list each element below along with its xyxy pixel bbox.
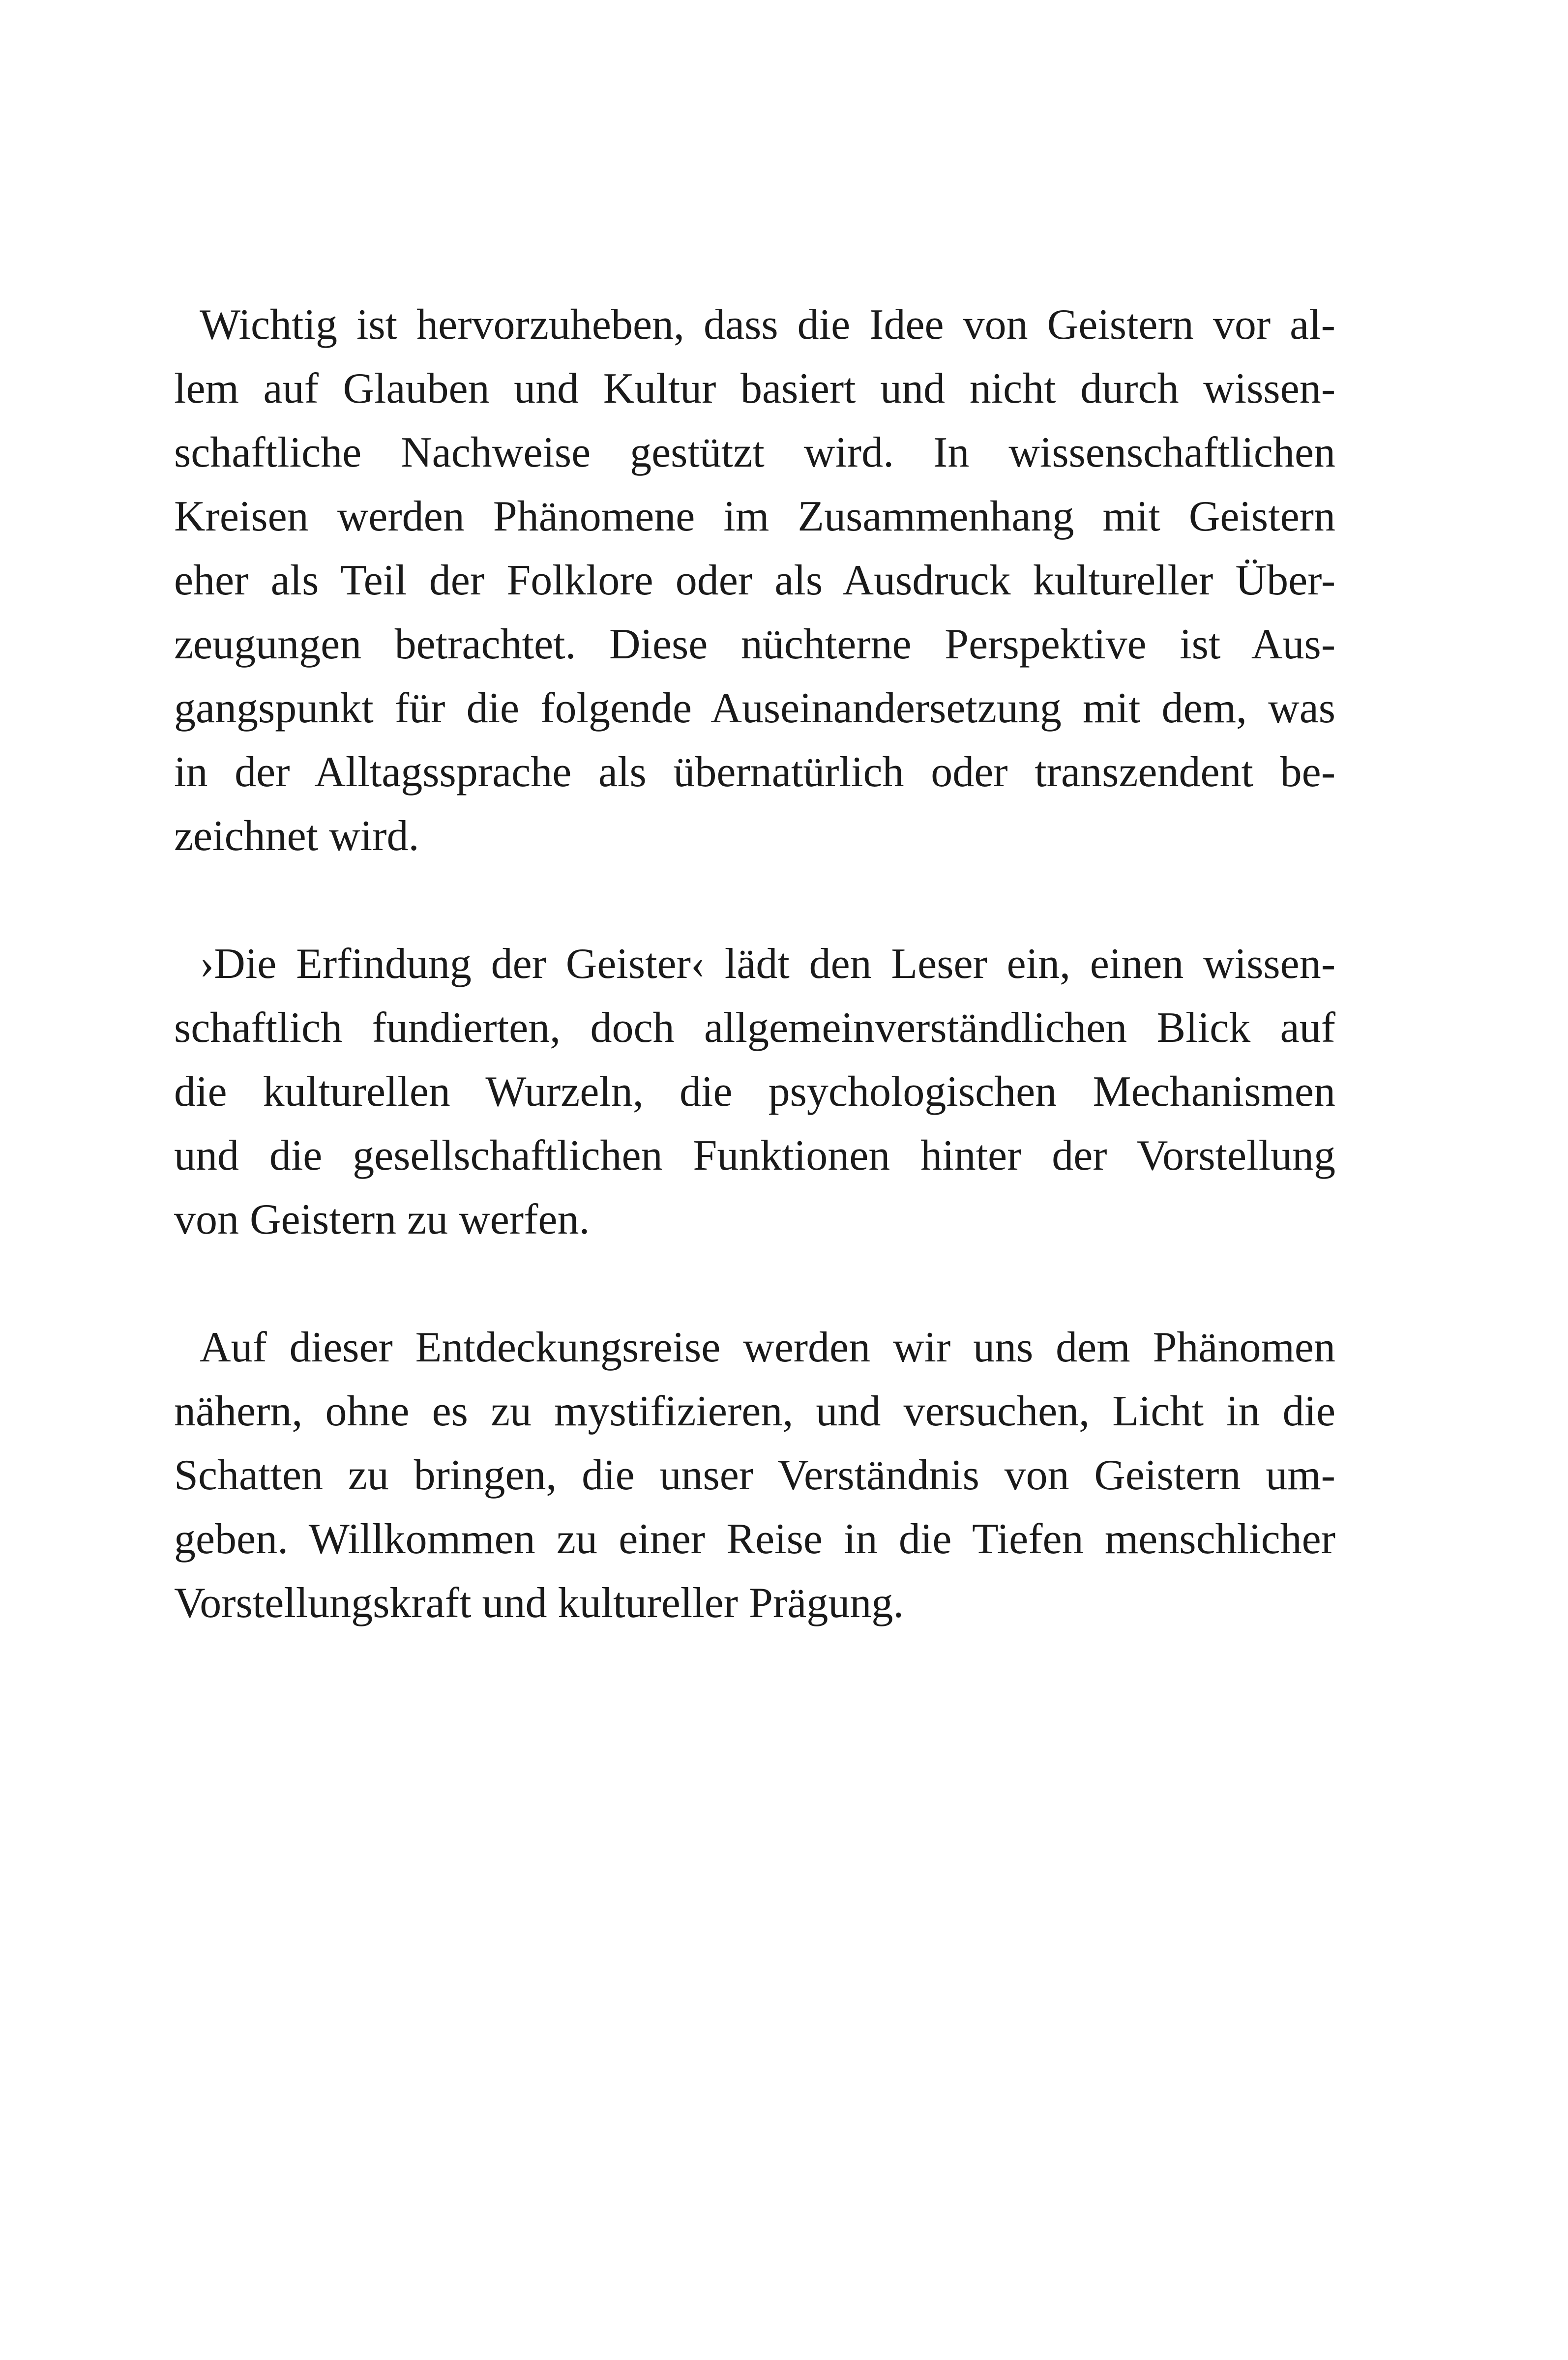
text-line: Vorstellungskraft und kultureller Prägung. — [174, 1579, 904, 1627]
paragraph-2 — [174, 932, 1335, 1252]
text-line: Schatten zu bringen, die unser Verständnis von Geistern um- — [174, 1451, 1335, 1499]
text-line: gangspunkt für die folgende Auseinandersetzung mit dem, was — [174, 684, 1335, 732]
text-line: eher als Teil der Folklore oder als Ausdruck kultureller Über- — [174, 557, 1335, 604]
text-line: ›Die Erfindung der Geister‹ lädt den Leser ein, einen wissen- — [200, 940, 1335, 988]
text-line: Wichtig ist hervorzuheben, dass die Idee von Geistern vor al- — [200, 301, 1335, 349]
text-line: von Geistern zu werfen. — [174, 1196, 590, 1243]
text-line: Auf dieser Entdeckungsreise werden wir uns dem Phänomen — [200, 1324, 1335, 1371]
text-line: in der Alltagssprache als übernatürlich oder transzendent be- — [174, 748, 1335, 796]
text-line: zeichnet wird. — [174, 812, 419, 860]
text-line: schaftlich fundierten, doch allgemeinverständlichen Blick auf — [174, 1004, 1335, 1052]
paragraph-gap — [174, 1252, 1335, 1316]
text-line: die kulturellen Wurzeln, die psychologischen Mechanismen — [174, 1068, 1335, 1116]
text-line: und die gesellschaftlichen Funktionen hinter der Vorstellung — [174, 1132, 1335, 1180]
text-line: lem auf Glauben und Kultur basiert und nicht durch wissen- — [174, 365, 1335, 413]
page-body — [174, 293, 1335, 1635]
text-line: Kreisen werden Phänomene im Zusammenhang mit Geistern — [174, 493, 1335, 540]
text-line: zeugungen betrachtet. Diese nüchterne Perspektive ist Aus- — [174, 620, 1335, 668]
text-line: geben. Willkommen zu einer Reise in die Tiefen menschlicher — [174, 1515, 1335, 1563]
paragraph-1 — [174, 293, 1335, 868]
text-line: nähern, ohne es zu mystifizieren, und versuchen, Licht in die — [174, 1387, 1335, 1435]
paragraph-gap — [174, 868, 1335, 932]
text-line: schaftliche Nachweise gestützt wird. In wissenschaftlichen — [174, 429, 1335, 476]
paragraph-3 — [174, 1316, 1335, 1635]
